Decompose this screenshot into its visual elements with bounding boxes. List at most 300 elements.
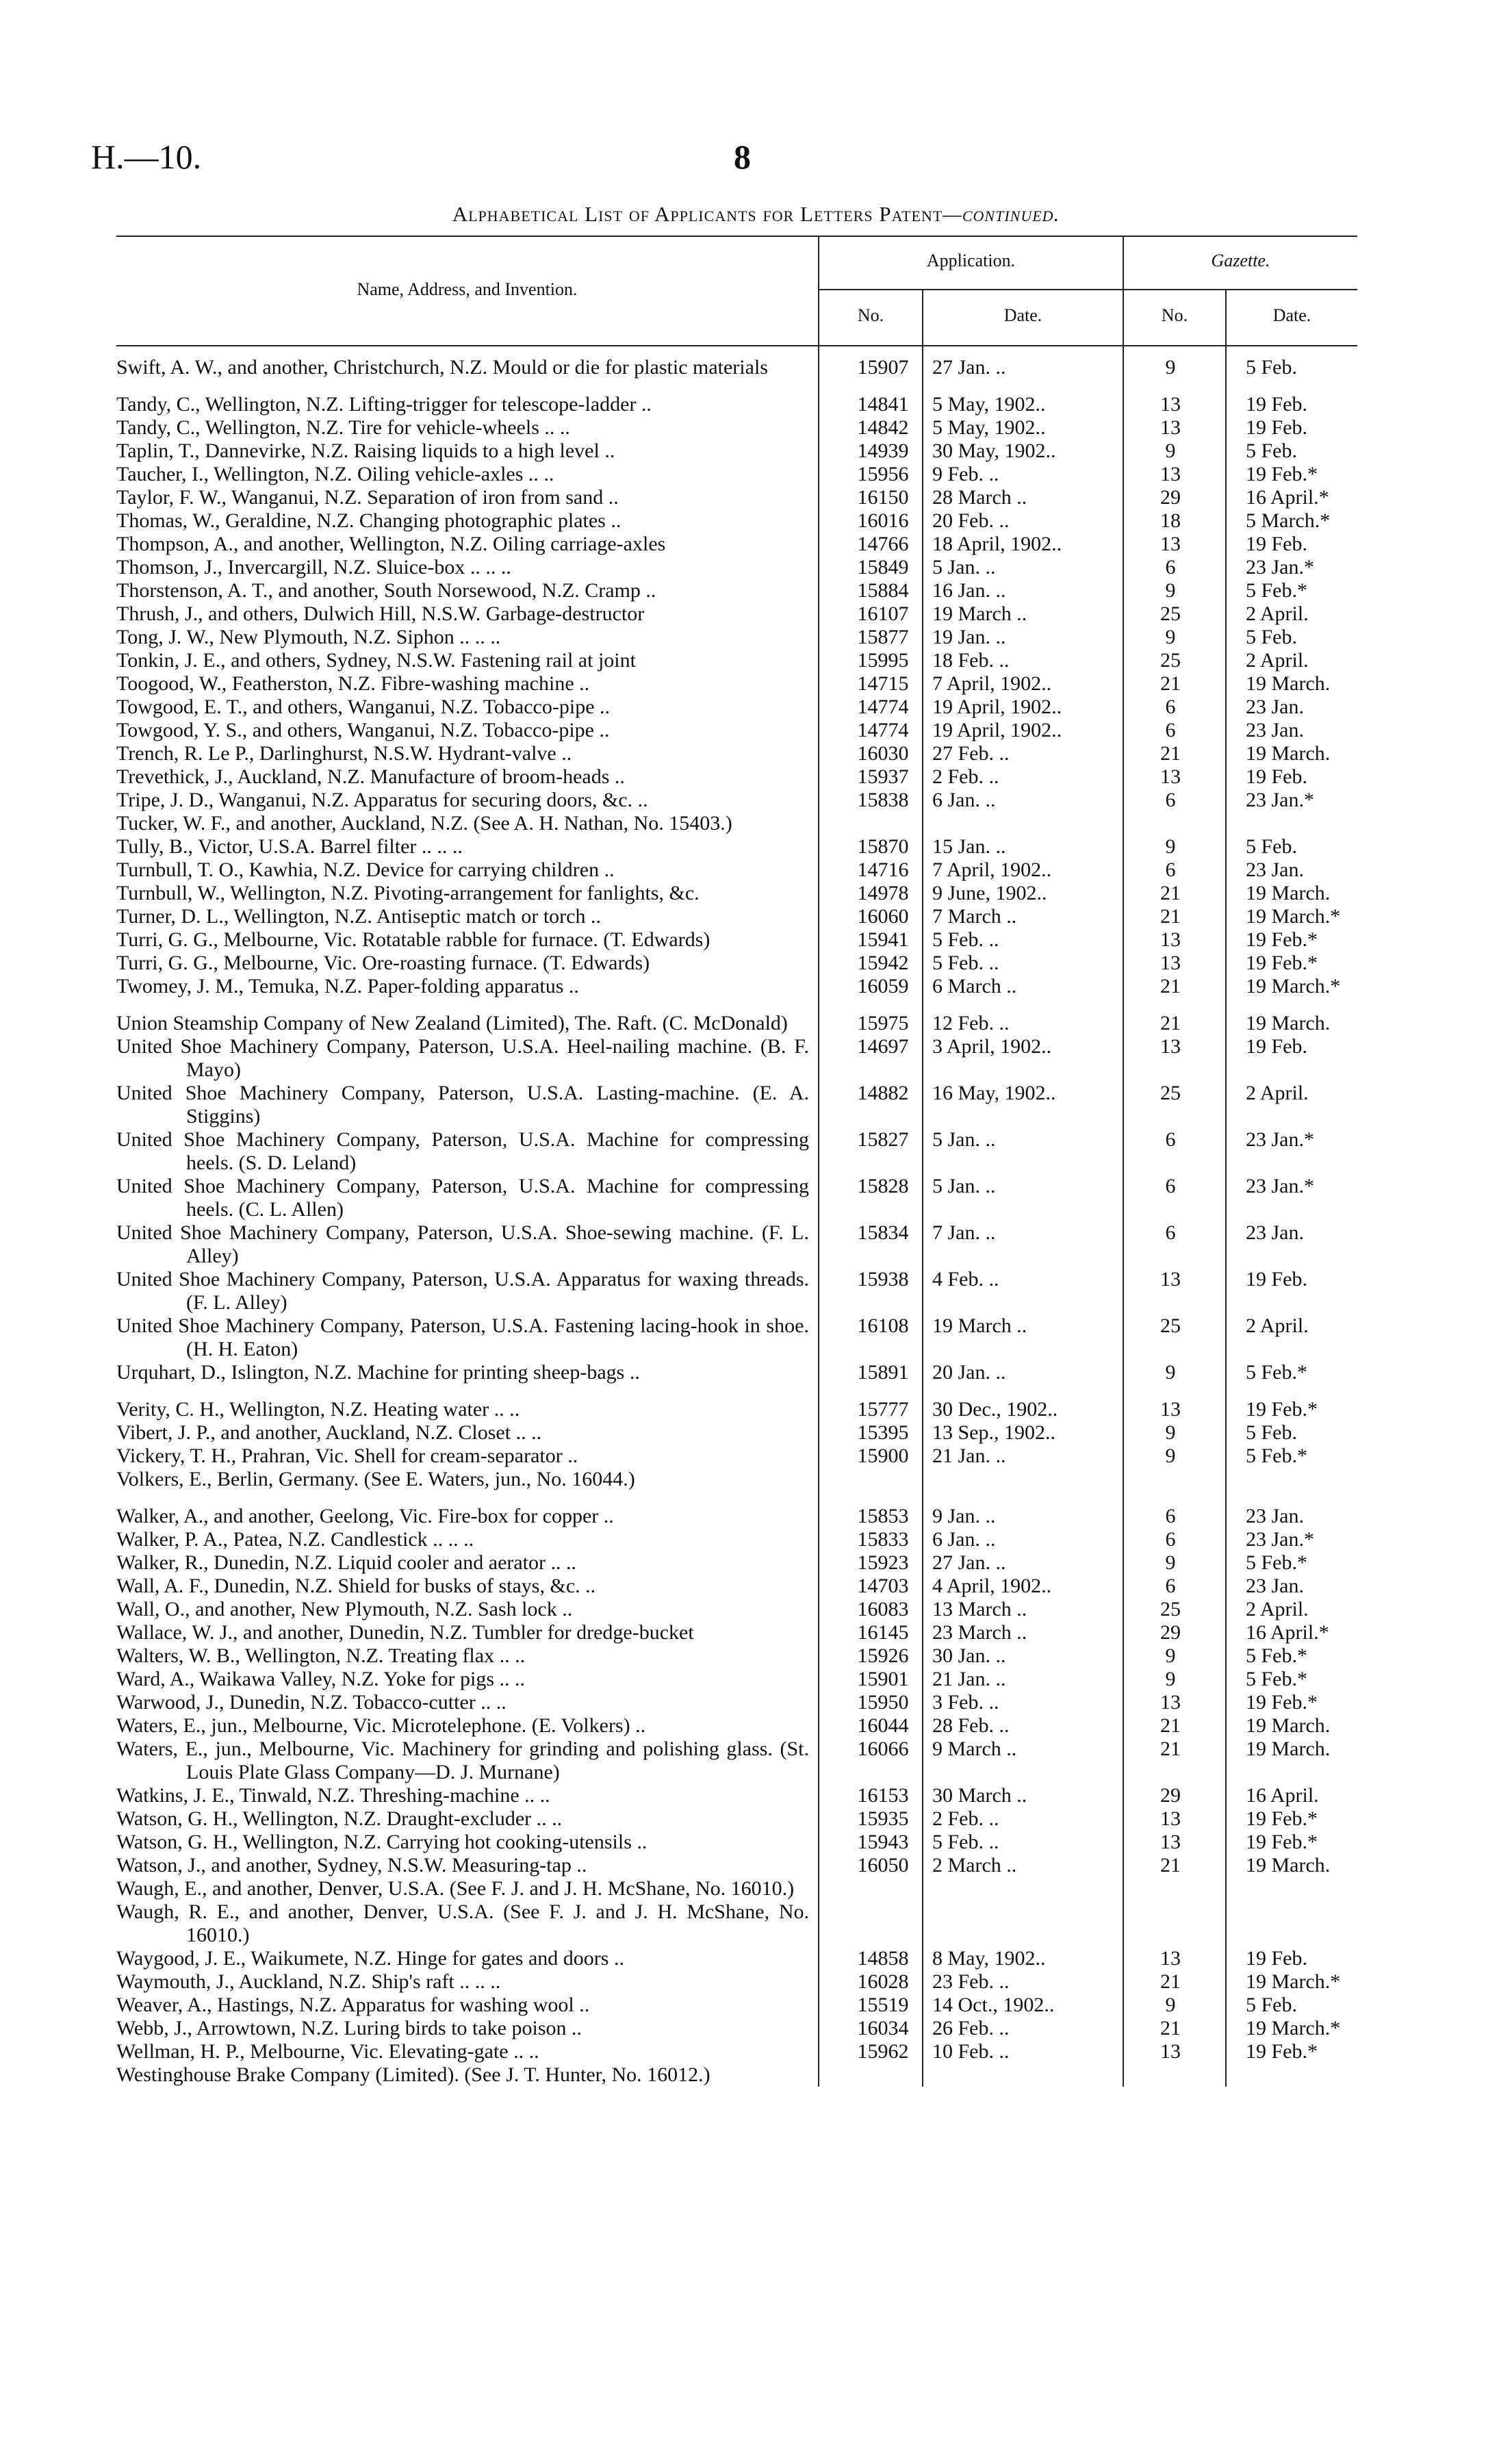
- table-row: [116, 2040, 1357, 2063]
- letter-group: [116, 1012, 1357, 1384]
- applicant-entry: Vickery, T. H., Prahran, Vic. Shell for cream-separator ..: [116, 1445, 578, 1467]
- gazette-date: 19 Feb.: [1246, 533, 1307, 555]
- table-row: [116, 1784, 1357, 1807]
- gazette-number: 6: [1165, 1528, 1176, 1551]
- gazette-date: 23 Jan.*: [1246, 1528, 1314, 1551]
- table-row: [116, 1738, 1357, 1784]
- application-number: 15941: [857, 928, 909, 951]
- application-number: 15884: [857, 579, 909, 602]
- application-number: 16083: [857, 1598, 909, 1620]
- application-number: 15935: [857, 1807, 909, 1830]
- application-date: 3 Feb. ..: [932, 1691, 999, 1714]
- column-header-app-date: Date.: [1003, 305, 1042, 325]
- table-row: [116, 533, 1357, 556]
- table-row: [116, 1035, 1357, 1082]
- table-row: [116, 2017, 1357, 2040]
- table-row: [116, 579, 1357, 602]
- column-rule: [818, 342, 819, 2087]
- applicant-entry: Turri, G. G., Melbourne, Vic. Ore-roasting furnace. (T. Edwards): [116, 952, 650, 974]
- applicant-entry: Tandy, C., Wellington, N.Z. Tire for vehicle-wheels .. ..: [116, 416, 570, 439]
- gazette-number: 9: [1165, 835, 1176, 858]
- letter-group: [116, 1398, 1357, 1491]
- gazette-number: 6: [1165, 1128, 1176, 1151]
- applicant-entry: Waymouth, J., Auckland, N.Z. Ship's raft .. .. ..: [116, 1970, 501, 1993]
- application-number: 15891: [857, 1361, 909, 1384]
- gazette-date: 19 March.*: [1246, 1970, 1341, 1993]
- applicant-entry: Walker, A., and another, Geelong, Vic. Fire-box for copper ..: [116, 1505, 614, 1527]
- applicant-entry: United Shoe Machinery Company, Paterson, U.S.A. Lasting-machine. (E. A. Stiggins): [116, 1082, 809, 1128]
- applicant-entry: Tonkin, J. E., and others, Sydney, N.S.W. Fastening rail at joint: [116, 649, 636, 672]
- gazette-number: 9: [1165, 1668, 1176, 1690]
- application-date: 19 March ..: [932, 1314, 1027, 1337]
- gazette-number: 13: [1160, 416, 1181, 439]
- application-number: 15956: [857, 463, 909, 485]
- gazette-number: 9: [1165, 1445, 1176, 1467]
- gazette-number: 25: [1160, 1314, 1181, 1337]
- applicant-entry: Towgood, E. T., and others, Wanganui, N.Z. Tobacco-pipe ..: [116, 696, 611, 718]
- application-number: 15849: [857, 556, 909, 578]
- applicant-entry: Watson, G. H., Wellington, N.Z. Carrying hot cooking-utensils ..: [116, 1831, 648, 1853]
- applicant-entry: Webb, J., Arrowtown, N.Z. Luring birds to take poison ..: [116, 2017, 582, 2039]
- gazette-number: 21: [1160, 742, 1181, 765]
- application-date: 12 Feb. ..: [932, 1012, 1010, 1034]
- application-number: 14978: [857, 882, 909, 904]
- applicant-entry: Waugh, R. E., and another, Denver, U.S.A. (See F. J. and J. H. McShane, No. 16010.): [116, 1900, 809, 1946]
- gazette-number: 6: [1165, 696, 1176, 718]
- gazette-date: 19 March.: [1246, 1854, 1331, 1877]
- applicant-entry: Trench, R. Le P., Darlinghurst, N.S.W. Hydrant-valve ..: [116, 742, 572, 765]
- application-number: 14841: [857, 393, 909, 416]
- application-number: 16030: [857, 742, 909, 765]
- applicant-entry: Twomey, J. M., Temuka, N.Z. Paper-folding apparatus ..: [116, 975, 579, 997]
- application-number: 14697: [857, 1035, 909, 1058]
- gazette-number: 13: [1160, 928, 1181, 951]
- gazette-date: 19 Feb.*: [1246, 1807, 1318, 1830]
- application-number: 16028: [857, 1970, 909, 1993]
- application-date: 5 Jan. ..: [932, 1175, 996, 1197]
- gazette-date: 5 Feb.*: [1246, 1668, 1307, 1690]
- table-row: [116, 1505, 1357, 1528]
- application-date: 5 Feb. ..: [932, 952, 999, 974]
- application-date: 8 May, 1902..: [932, 1947, 1046, 1970]
- gazette-number: 6: [1165, 858, 1176, 881]
- gazette-number: 21: [1160, 975, 1181, 997]
- table-row: [116, 1012, 1357, 1035]
- applicant-entry: Union Steamship Company of New Zealand (Limited), The. Raft. (C. McDonald): [116, 1012, 788, 1034]
- applicant-entry: Wallace, W. J., and another, Dunedin, N.Z. Tumbler for dredge-bucket: [116, 1621, 694, 1644]
- gazette-number: 13: [1160, 2040, 1181, 2063]
- table-row: [116, 1644, 1357, 1668]
- gazette-date: 23 Jan.*: [1246, 789, 1314, 811]
- gazette-number: 18: [1160, 509, 1181, 532]
- application-number: 15943: [857, 1831, 909, 1853]
- column-rule: [1225, 342, 1227, 2087]
- list-title: [0, 202, 1512, 227]
- application-date: 9 June, 1902..: [932, 882, 1047, 904]
- application-number: 14716: [857, 858, 909, 881]
- gazette-date: 2 April.: [1246, 1314, 1309, 1337]
- gazette-date: 19 Feb.: [1246, 1035, 1307, 1058]
- column-header-name: Name, Address, and Invention.: [357, 279, 578, 299]
- table-row: [116, 1854, 1357, 1877]
- application-date: 16 May, 1902..: [932, 1082, 1056, 1104]
- application-number: 15937: [857, 765, 909, 788]
- table-row: [116, 1528, 1357, 1551]
- table-row: [116, 1551, 1357, 1575]
- page-number: 8: [734, 138, 751, 176]
- application-date: 15 Jan. ..: [932, 835, 1006, 858]
- gazette-date: 19 Feb.: [1246, 1947, 1307, 1970]
- table-row: [116, 1445, 1357, 1468]
- application-number: 15838: [857, 789, 909, 811]
- column-rule: [1123, 342, 1124, 2087]
- gazette-date: 5 Feb.*: [1246, 579, 1307, 602]
- application-number: 15828: [857, 1175, 909, 1197]
- gazette-date: 19 March.*: [1246, 2017, 1341, 2039]
- table-row: [116, 858, 1357, 882]
- applicant-entry: Tully, B., Victor, U.S.A. Barrel filter .. .. ..: [116, 835, 463, 858]
- gazette-date: 23 Jan.: [1246, 696, 1304, 718]
- application-date: 5 Jan. ..: [932, 556, 996, 578]
- applicant-entry: Thomson, J., Invercargill, N.Z. Sluice-box .. .. ..: [116, 556, 511, 578]
- gazette-number: 9: [1165, 1644, 1176, 1667]
- table-row: [116, 1268, 1357, 1314]
- application-number: 14882: [857, 1082, 909, 1104]
- application-number: 15907: [857, 356, 909, 379]
- applicant-entry: Taucher, I., Wellington, N.Z. Oiling vehicle-axles .. ..: [116, 463, 554, 485]
- gazette-date: 16 April.*: [1246, 1621, 1329, 1644]
- gazette-date: 23 Jan.: [1246, 1505, 1304, 1527]
- table-row: [116, 1831, 1357, 1854]
- gazette-number: 9: [1165, 356, 1176, 379]
- gazette-number: 21: [1160, 2017, 1181, 2039]
- application-date: 5 May, 1902..: [932, 393, 1046, 416]
- applicant-entry: Walker, R., Dunedin, N.Z. Liquid cooler and aerator .. ..: [116, 1551, 577, 1574]
- application-date: 7 March ..: [932, 905, 1017, 928]
- gazette-date: 19 Feb.: [1246, 393, 1307, 416]
- application-number: 15870: [857, 835, 909, 858]
- application-number: 14774: [857, 719, 909, 741]
- applicant-entry: Watson, G. H., Wellington, N.Z. Draught-excluder .. ..: [116, 1807, 563, 1830]
- applicant-entry: Taylor, F. W., Wanganui, N.Z. Separation of iron from sand ..: [116, 486, 619, 509]
- applicant-entry: Thorstenson, A. T., and another, South Norsewood, N.Z. Cramp ..: [116, 579, 656, 602]
- table-row: [116, 928, 1357, 952]
- application-date: 27 Jan. ..: [932, 1551, 1006, 1574]
- applicant-entry: Turner, D. L., Wellington, N.Z. Antiseptic match or torch ..: [116, 905, 601, 928]
- application-number: 14774: [857, 696, 909, 718]
- table-row: [116, 602, 1357, 626]
- gazette-date: 5 Feb.: [1246, 356, 1297, 379]
- gazette-number: 13: [1160, 765, 1181, 788]
- table-row: [116, 2063, 1357, 2087]
- table-row: [116, 835, 1357, 858]
- application-date: 30 Dec., 1902..: [932, 1398, 1058, 1421]
- applicant-entry: Walker, P. A., Patea, N.Z. Candlestick .. .. ..: [116, 1528, 474, 1551]
- applicant-entry: Ward, A., Waikawa Valley, N.Z. Yoke for pigs .. ..: [116, 1668, 526, 1690]
- application-date: 23 Feb. ..: [932, 1970, 1010, 1993]
- gazette-date: 19 March.: [1246, 672, 1331, 695]
- table-row: [116, 1994, 1357, 2017]
- application-number: 16153: [857, 1784, 909, 1807]
- applicant-entry: Turri, G. G., Melbourne, Vic. Rotatable rabble for furnace. (T. Edwards): [116, 928, 710, 951]
- gazette-number: 29: [1160, 486, 1181, 509]
- gazette-number: 21: [1160, 1012, 1181, 1034]
- application-number: 16034: [857, 2017, 909, 2039]
- gazette-number: 6: [1165, 556, 1176, 578]
- gazette-number: 13: [1160, 1807, 1181, 1830]
- application-number: 16145: [857, 1621, 909, 1644]
- gazette-number: 6: [1165, 1221, 1176, 1244]
- gazette-number: 13: [1160, 463, 1181, 485]
- application-number: 14842: [857, 416, 909, 439]
- table-row: [116, 1970, 1357, 1994]
- application-number: 15834: [857, 1221, 909, 1244]
- gazette-date: 16 April.*: [1246, 486, 1329, 509]
- applicant-entry: Turnbull, T. O., Kawhia, N.Z. Device for carrying children ..: [116, 858, 615, 881]
- letter-group: [116, 393, 1357, 998]
- applicant-entry: United Shoe Machinery Company, Paterson, U.S.A. Machine for compressing heels. (S. D. Leland): [116, 1128, 809, 1174]
- column-header-app-no: No.: [857, 305, 884, 325]
- application-number: 16060: [857, 905, 909, 928]
- table-row: [116, 1900, 1357, 1947]
- table-row: [116, 1421, 1357, 1445]
- application-date: 7 April, 1902..: [932, 672, 1052, 695]
- applicant-entry: United Shoe Machinery Company, Paterson, U.S.A. Machine for compressing heels. (C. L. Allen): [116, 1175, 809, 1221]
- gazette-number: 9: [1165, 1994, 1176, 2016]
- application-date: 13 Sep., 1902..: [932, 1421, 1055, 1444]
- gazette-number: 13: [1160, 1268, 1181, 1290]
- gazette-date: 23 Jan.*: [1246, 1128, 1314, 1151]
- table-row: [116, 1082, 1357, 1128]
- applicant-entry: Thompson, A., and another, Wellington, N.Z. Oiling carriage-axles: [116, 533, 666, 555]
- table-row: [116, 393, 1357, 416]
- applicant-entry: Warwood, J., Dunedin, N.Z. Tobacco-cutter .. ..: [116, 1691, 507, 1714]
- column-header-application: Application.: [926, 251, 1016, 270]
- application-date: 6 Jan. ..: [932, 789, 996, 811]
- gazette-date: 5 Feb.: [1246, 1421, 1297, 1444]
- gazette-number: 9: [1165, 626, 1176, 648]
- gazette-date: 5 Feb.: [1246, 835, 1297, 858]
- gazette-date: 5 Feb.*: [1246, 1361, 1307, 1384]
- application-date: 28 Feb. ..: [932, 1714, 1010, 1737]
- applicant-entry: Tripe, J. D., Wanganui, N.Z. Apparatus for securing doors, &c. ..: [116, 789, 648, 811]
- list-title-suffix: —continued.: [943, 202, 1060, 226]
- gazette-date: 19 March.: [1246, 742, 1331, 765]
- application-number: 15923: [857, 1551, 909, 1574]
- application-date: 5 Jan. ..: [932, 1128, 996, 1151]
- gazette-date: 19 Feb.: [1246, 765, 1307, 788]
- letter-group: [116, 356, 1357, 379]
- application-number: 15942: [857, 952, 909, 974]
- gazette-date: 19 March.: [1246, 1714, 1331, 1737]
- application-number: 16050: [857, 1854, 909, 1877]
- column-header-gazette-date: Date.: [1272, 305, 1311, 325]
- gazette-date: 19 Feb.*: [1246, 1398, 1318, 1421]
- gazette-number: 13: [1160, 1035, 1181, 1058]
- application-date: 21 Jan. ..: [932, 1668, 1006, 1690]
- table-row: [116, 719, 1357, 742]
- applicant-entry: Watkins, J. E., Tinwald, N.Z. Threshing-machine .. ..: [116, 1784, 550, 1807]
- header-divider: [819, 289, 1123, 290]
- application-number: 16108: [857, 1314, 909, 1337]
- gazette-number: 21: [1160, 672, 1181, 695]
- application-date: 26 Feb. ..: [932, 2017, 1010, 2039]
- table-row: [116, 626, 1357, 649]
- application-date: 7 April, 1902..: [932, 858, 1052, 881]
- application-date: 16 Jan. ..: [932, 579, 1006, 602]
- application-number: 15900: [857, 1445, 909, 1467]
- gazette-number: 6: [1165, 1505, 1176, 1527]
- applicant-entry: Wall, A. F., Dunedin, N.Z. Shield for busks of stays, &c. ..: [116, 1575, 596, 1597]
- table-row: [116, 1468, 1357, 1491]
- application-number: 15926: [857, 1644, 909, 1667]
- gazette-number: 13: [1160, 952, 1181, 974]
- application-date: 13 March ..: [932, 1598, 1027, 1620]
- gazette-number: 13: [1160, 1947, 1181, 1970]
- application-date: 23 March ..: [932, 1621, 1027, 1644]
- gazette-number: 9: [1165, 1361, 1176, 1384]
- applicant-entry: Waygood, J. E., Waikumete, N.Z. Hinge for gates and doors ..: [116, 1947, 624, 1970]
- application-number: 15975: [857, 1012, 909, 1034]
- applicant-entry: Turnbull, W., Wellington, N.Z. Pivoting-arrangement for fanlights, &c.: [116, 882, 700, 904]
- applicant-entry: Waters, E., jun., Melbourne, Vic. Microtelephone. (E. Volkers) ..: [116, 1714, 646, 1737]
- application-number: 14766: [857, 533, 909, 555]
- application-number: 15833: [857, 1528, 909, 1551]
- gazette-date: 16 April.: [1246, 1784, 1319, 1807]
- gazette-number: 13: [1160, 393, 1181, 416]
- application-date: 10 Feb. ..: [932, 2040, 1010, 2063]
- gazette-date: 5 Feb.: [1246, 1994, 1297, 2016]
- table-row: [116, 463, 1357, 486]
- application-number: 16016: [857, 509, 909, 532]
- gazette-number: 6: [1165, 1575, 1176, 1597]
- application-date: 18 April, 1902..: [932, 533, 1062, 555]
- application-date: 30 Jan. ..: [932, 1644, 1006, 1667]
- gazette-number: 21: [1160, 882, 1181, 904]
- gazette-number: 21: [1160, 1714, 1181, 1737]
- gazette-date: 5 Feb.*: [1246, 1445, 1307, 1467]
- table-row: [116, 812, 1357, 835]
- application-date: 2 Feb. ..: [932, 1807, 999, 1830]
- gazette-number: 29: [1160, 1621, 1181, 1644]
- gazette-number: 21: [1160, 905, 1181, 928]
- applicant-entry: United Shoe Machinery Company, Paterson, U.S.A. Fastening lacing-hook in shoe. (H. H. Eaton): [116, 1314, 809, 1360]
- application-number: 15777: [857, 1398, 909, 1421]
- application-date: 7 Jan. ..: [932, 1221, 996, 1244]
- header-divider: [1124, 289, 1357, 290]
- applicant-entry: Westinghouse Brake Company (Limited). (See J. T. Hunter, No. 16012.): [116, 2063, 710, 2086]
- gazette-date: 5 Feb.: [1246, 626, 1297, 648]
- letter-group: [116, 1505, 1357, 2087]
- gazette-date: 23 Jan.*: [1246, 556, 1314, 578]
- application-date: 19 April, 1902..: [932, 719, 1062, 741]
- applicant-entry: United Shoe Machinery Company, Paterson, U.S.A. Heel-nailing machine. (B. F. Mayo): [116, 1035, 809, 1081]
- gazette-date: 19 Feb.*: [1246, 1691, 1318, 1714]
- applicant-entry: Thomas, W., Geraldine, N.Z. Changing photographic plates ..: [116, 509, 622, 532]
- application-number: 16066: [857, 1738, 909, 1760]
- gazette-date: 23 Jan.: [1246, 858, 1304, 881]
- table-header: [116, 236, 1357, 346]
- table-row: [116, 789, 1357, 812]
- gazette-date: 23 Jan.: [1246, 719, 1304, 741]
- gazette-number: 29: [1160, 1784, 1181, 1807]
- applicant-entry: United Shoe Machinery Company, Paterson, U.S.A. Apparatus for waxing threads. (F. L. Alley): [116, 1268, 809, 1314]
- application-date: 6 Jan. ..: [932, 1528, 996, 1551]
- application-number: 16059: [857, 975, 909, 997]
- gazette-date: 19 Feb.*: [1246, 952, 1318, 974]
- gazette-number: 13: [1160, 1831, 1181, 1853]
- table-row: [116, 742, 1357, 765]
- gazette-number: 25: [1160, 1082, 1181, 1104]
- application-date: 5 May, 1902..: [932, 416, 1046, 439]
- gazette-date: 19 March.*: [1246, 975, 1341, 997]
- gazette-date: 19 Feb.*: [1246, 463, 1318, 485]
- gazette-date: 19 March.: [1246, 1012, 1331, 1034]
- application-date: 20 Feb. ..: [932, 509, 1010, 532]
- application-date: 21 Jan. ..: [932, 1445, 1006, 1467]
- table-row: [116, 1807, 1357, 1831]
- table-row: [116, 440, 1357, 463]
- application-date: 2 Feb. ..: [932, 765, 999, 788]
- application-date: 28 March ..: [932, 486, 1027, 509]
- applicant-entry: Urquhart, D., Islington, N.Z. Machine for printing sheep-bags ..: [116, 1361, 640, 1384]
- applicant-entry: Weaver, A., Hastings, N.Z. Apparatus for washing wool ..: [116, 1994, 590, 2016]
- applicant-entry: Waters, E., jun., Melbourne, Vic. Machinery for grinding and polishing glass. (St. Louis Plate Glass Company—D. J. Murnane): [116, 1738, 809, 1783]
- gazette-number: 9: [1165, 1421, 1176, 1444]
- application-number: 15950: [857, 1691, 909, 1714]
- application-number: 14715: [857, 672, 909, 695]
- gazette-date: 19 Feb.: [1246, 416, 1307, 439]
- application-date: 14 Oct., 1902..: [932, 1994, 1055, 2016]
- gazette-number: 25: [1160, 1598, 1181, 1620]
- applicant-entry: Trevethick, J., Auckland, N.Z. Manufacture of broom-heads ..: [116, 765, 625, 788]
- application-number: 16107: [857, 602, 909, 625]
- table-row: [116, 1128, 1357, 1175]
- application-date: 9 Feb. ..: [932, 463, 999, 485]
- application-date: 27 Feb. ..: [932, 742, 1010, 765]
- applicant-entry: Taplin, T., Dannevirke, N.Z. Raising liquids to a high level ..: [116, 440, 615, 462]
- applicant-entry: Tucker, W. F., and another, Auckland, N.Z. (See A. H. Nathan, No. 15403.): [116, 812, 732, 835]
- gazette-date: 23 Jan.*: [1246, 1175, 1314, 1197]
- application-date: 20 Jan. ..: [932, 1361, 1006, 1384]
- list-title-text: Alphabetical List of Applicants for Letters Patent: [452, 202, 943, 226]
- application-date: 27 Jan. ..: [932, 356, 1006, 379]
- application-number: 14939: [857, 440, 909, 462]
- table-row: [116, 1221, 1357, 1268]
- application-date: 4 April, 1902..: [932, 1575, 1052, 1597]
- application-number: 15962: [857, 2040, 909, 2063]
- applicant-entry: Walters, W. B., Wellington, N.Z. Treating flax .. ..: [116, 1644, 526, 1667]
- application-date: 5 Feb. ..: [932, 1831, 999, 1853]
- gazette-date: 5 Feb.: [1246, 440, 1297, 462]
- table-row: [116, 486, 1357, 509]
- application-date: 30 May, 1902..: [932, 440, 1056, 462]
- table-row: [116, 1175, 1357, 1221]
- gazette-date: 2 April.: [1246, 1082, 1309, 1104]
- table-row: [116, 509, 1357, 533]
- table-row: [116, 556, 1357, 579]
- gazette-date: 19 Feb.*: [1246, 1831, 1318, 1853]
- gazette-number: 21: [1160, 1854, 1181, 1877]
- gazette-number: 9: [1165, 1551, 1176, 1574]
- table-row: [116, 356, 1357, 379]
- table-row: [116, 1398, 1357, 1421]
- application-number: 15395: [857, 1421, 909, 1444]
- application-number: 15995: [857, 649, 909, 672]
- gazette-date: 19 March.*: [1246, 905, 1341, 928]
- table-row: [116, 1621, 1357, 1644]
- applicant-entry: Wellman, H. P., Melbourne, Vic. Elevating-gate .. ..: [116, 2040, 539, 2063]
